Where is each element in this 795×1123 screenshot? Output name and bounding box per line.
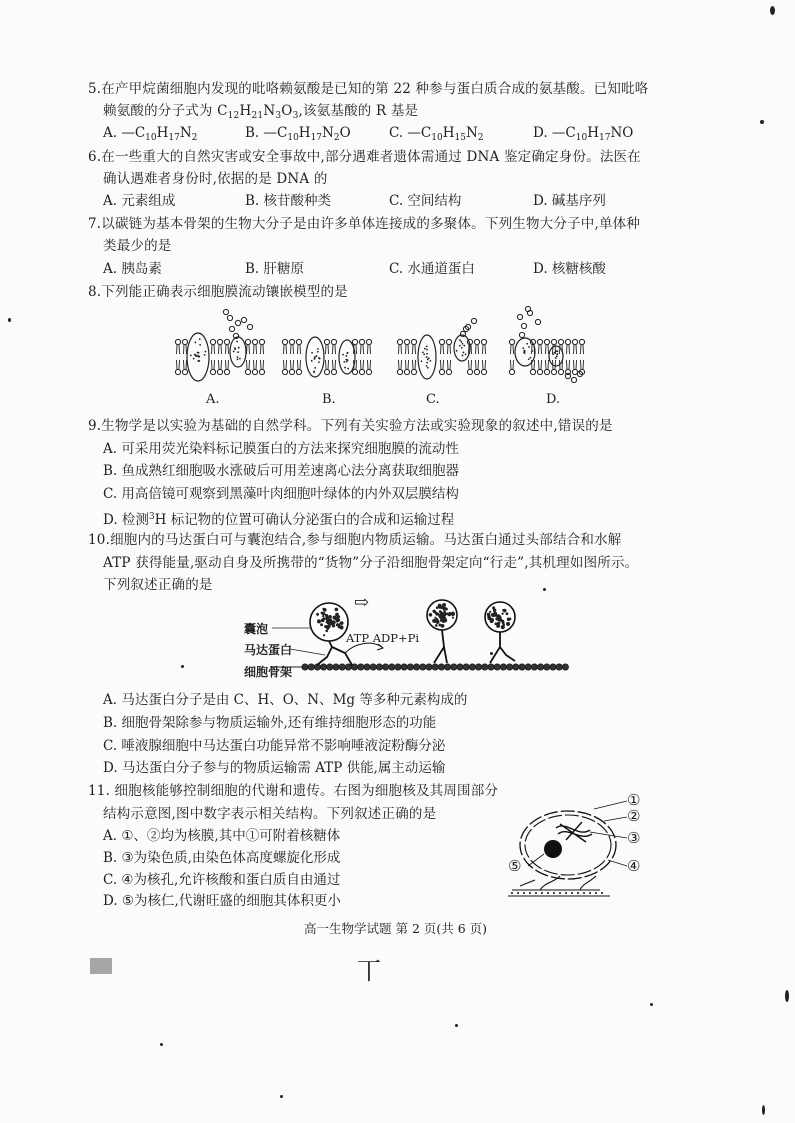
q10-option-d: D. 马达蛋白分子参与的物质运输需 ATP 供能,属主动运输 [103,760,446,776]
q9-stem: 9.生物学是以实验为基础的自然学科。下列有关实验方法或实验现象的叙述中,错误的是 [88,418,613,434]
q6-option-a: A. 元素组成 [103,193,176,209]
scan-speck [760,120,764,124]
fig-label-2: ② [627,807,641,825]
motor-protein-figure [0,595,795,695]
scan-speck [490,652,493,655]
q9-option-b: B. 鱼成熟红细胞吸水涨破后可用差速离心法分离获取细胞器 [103,463,460,479]
q5-option-c: C. $—C_{10}H_{15}N_2$ [389,125,484,143]
model-c-label: C. [426,392,440,407]
scan-speck [455,1024,458,1027]
membrane-model-a [175,309,264,381]
model-b-label: B. [322,392,336,407]
fig-label-motor-protein: 马达蛋白 [244,643,293,657]
model-a-label: A. [206,392,220,407]
q7-option-c: C. 水通道蛋白 [389,261,475,277]
scan-speck [650,1003,653,1006]
q10-option-c: C. 唾液腺细胞中马达蛋白功能异常不影响唾液淀粉酶分泌 [103,738,446,754]
q5-stem-line1: 5.在产甲烷菌细胞内发现的吡咯赖氨酸是已知的第 22 种参与蛋白质合成的氨基酸。已知吡咯 [88,81,649,97]
scan-smudge [90,958,112,974]
direction-arrow-icon: ⇨ [354,592,370,613]
q9-option-c: C. 用高倍镜可观察到黑藻叶肉细胞叶绿体的内外双层膜结构 [103,486,459,502]
q11-option-d: D. ⑤为核仁,代谢旺盛的细胞其体积更小 [103,893,341,909]
q5-option-d: D. $—C_{10}H_{17}NO$ [533,125,634,143]
q11-stem-line1: 11. 细胞核能够控制细胞的代谢和遗传。右图为细胞核及其周围部分 [88,783,499,799]
membrane-models-figure [0,300,795,410]
q10-stem-line3: 下列叙述正确的是 [103,577,213,593]
fig-label-5: ⑤ [508,857,522,875]
q5-option-b: B. $—C_{10}H_{17}N_2O$ [245,125,351,143]
q7-option-a: A. 胰岛素 [103,261,162,277]
model-d-label: D. [546,392,561,407]
q10-option-a: A. 马达蛋白分子是由 C、H、O、N、Mg 等多种元素构成的 [103,692,468,708]
page-footer: 高一生物学试题 第 2 页(共 6 页) [304,921,488,936]
q5-stem-line2: 赖氨酸的分子式为 $C_{12}H_{21}N_3O_3$,该氨基酸的 R 基是 [103,103,419,121]
q6-stem-line2: 确认遇难者身份时,依据的是 DNA 的 [103,171,328,187]
q6-option-b: B. 核苷酸种类 [245,193,332,209]
membrane-model-d [509,306,584,382]
q11-option-a: A. ①、②均为核膜,其中①可附着核糖体 [103,828,341,844]
q10-stem-line1: 10.细胞内的马达蛋白可与囊泡结合,参与细胞内物质运输。马达蛋白通过头部结合和水解 [88,532,622,548]
q6-option-d: D. 碱基序列 [533,193,606,209]
q11-stem-line2: 结构示意图,图中数字表示相关结构。下列叙述正确的是 [103,806,437,822]
fig-label-1: ① [627,791,641,809]
fig-label-4: ④ [627,857,641,875]
q9-option-d: D. 检测$^3$H 标记物的位置可确认分泌蛋白的合成和运输过程 [103,512,455,528]
q10-stem-line2: ATP 获得能量,驱动自身及所携带的“货物”分子沿细胞骨架定向“行走”,其机理如图所示。 [103,555,639,571]
nucleus-figure [0,790,795,910]
q7-stem-line1: 7.以碳链为基本骨架的生物大分子是由许多单体连接成的多聚体。下列生物大分子中,单体种 [88,216,641,232]
scan-speck [762,1105,765,1115]
q6-option-c: C. 空间结构 [389,193,462,209]
scan-speck [543,588,546,591]
q11-option-b: B. ③为染色质,由染色体高度螺旋化形成 [103,850,341,866]
scan-speck [280,1095,283,1098]
q5-option-a: A. $—C_{10}H_{17}N_2$ [103,125,198,143]
q7-option-d: D. 核糖核酸 [533,261,606,277]
q7-option-b: B. 肝糖原 [245,261,305,277]
fig-label-atp: ATP ADP+Pi [346,631,420,645]
q10-option-b: B. 细胞骨架除参与物质运输外,还有维持细胞形态的功能 [103,715,437,731]
scan-speck [181,665,184,668]
scan-speck [770,6,775,15]
scan-speck [8,318,11,322]
q9-option-a: A. 可采用荧光染料标记膜蛋白的方法来探究细胞膜的流动性 [103,441,459,457]
scan-speck [160,1043,163,1046]
membrane-model-b [282,337,371,377]
fig-label-3: ③ [627,829,641,847]
membrane-model-c [397,318,486,379]
q8-stem: 8.下列能正确表示细胞膜流动镶嵌模型的是 [88,284,348,300]
page-mark: 丅 [357,957,381,985]
fig-label-cytoskeleton: 细胞骨架 [244,665,293,679]
q6-stem-line1: 6.在一些重大的自然灾害或安全事故中,部分遇难者遗体需通过 DNA 鉴定确定身份。法医在 [88,149,641,165]
q7-stem-line2: 类最少的是 [103,238,172,254]
fig-label-vesicle: 囊泡 [244,622,269,636]
scan-speck [785,990,789,1002]
q11-option-c: C. ④为核孔,允许核酸和蛋白质自由通过 [103,872,341,888]
